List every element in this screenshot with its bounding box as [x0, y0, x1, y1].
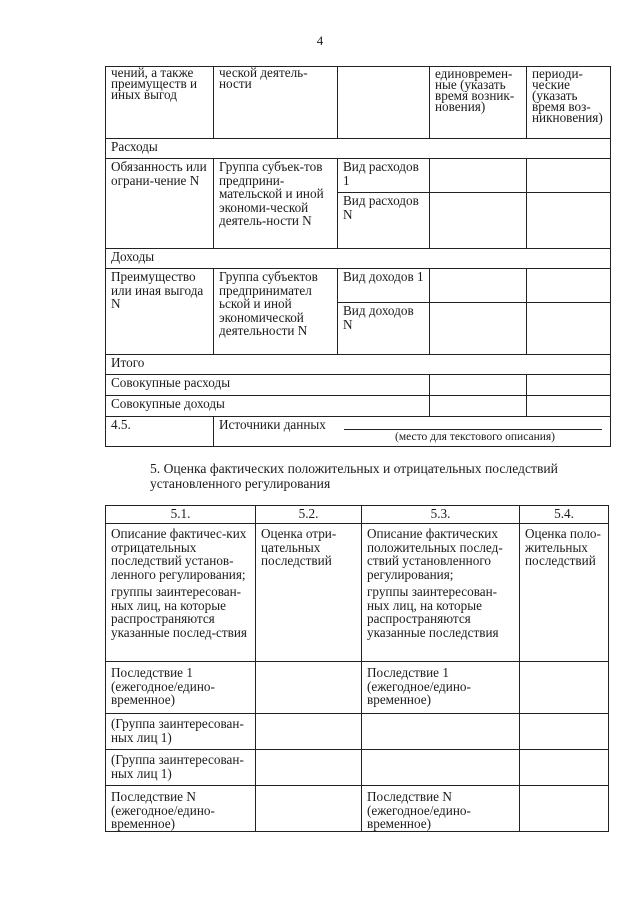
- table-cell: (Группа заинтересован-ных лиц 1): [106, 714, 256, 750]
- table-cell: [527, 396, 611, 417]
- column-header: 5.2.: [256, 506, 362, 524]
- table-cell: [106, 524, 256, 662]
- table-cell: Вид доходов N: [338, 303, 430, 355]
- table-cell: [430, 375, 527, 396]
- table-row: [106, 396, 611, 417]
- table-cell: (Группа заинтересован-ных лиц 1): [106, 750, 256, 786]
- table-row: [106, 506, 609, 524]
- column-header: 5.3.: [362, 506, 520, 524]
- table-cell: [520, 662, 609, 714]
- table-cell: [256, 714, 362, 750]
- table-cell: [430, 159, 527, 193]
- table-cell: [338, 67, 430, 139]
- table-cell: [430, 396, 527, 417]
- table-cell: [362, 714, 520, 750]
- table-cell: Оценка отри-цательных последствий: [256, 524, 362, 662]
- sources-caption: (место для текстового описания): [394, 431, 555, 443]
- table-row: [106, 355, 611, 375]
- table-cell: периоди-ческие (указать время воз-никновения): [527, 67, 611, 139]
- table-cell: Обязанность или ограни-чение N: [106, 159, 214, 249]
- desc-positive: Описание фактических положительных послед-ствий установленного регулирования;: [367, 526, 503, 582]
- table-cell: [256, 786, 362, 832]
- table-cell: единовремен-ные (указать время возник-новения): [430, 67, 527, 139]
- table-row: [106, 159, 611, 193]
- column-header: 5.1.: [106, 506, 256, 524]
- sources-label: Источники данных: [219, 417, 326, 432]
- table-cell: Вид расходов 1: [338, 159, 430, 193]
- table-cell: [256, 662, 362, 714]
- table-cell: [430, 269, 527, 303]
- table-cell: Последствие N (ежегодное/едино-временное): [106, 786, 256, 832]
- table-cell: [527, 303, 611, 355]
- table-cell: Вид расходов N: [338, 193, 430, 249]
- consequences-table: [105, 505, 609, 832]
- column-header: 5.4.: [520, 506, 609, 524]
- table-cell: [430, 193, 527, 249]
- table-cell: Преимущество или иная выгода N: [106, 269, 214, 355]
- table-cell: [256, 750, 362, 786]
- table-row: [106, 714, 609, 750]
- table-row: [106, 67, 611, 139]
- total-expenses-label: Совокупные расходы: [106, 375, 430, 396]
- table-cell: [520, 786, 609, 832]
- table-cell: [527, 375, 611, 396]
- table-row: [106, 269, 611, 303]
- table-cell: [430, 303, 527, 355]
- table-cell: Группа субъектов предпринимател ьской и иной экономической деятельности N: [214, 269, 338, 355]
- desc-positive-groups: группы заинтересован-ных лиц, на которые распространяются указанные последствия: [367, 584, 499, 640]
- table-row: [106, 249, 611, 269]
- table-row: [106, 375, 611, 396]
- table-cell: [362, 524, 520, 662]
- table-row: [106, 524, 609, 662]
- table-cell: Оценка поло-жительных последствий: [520, 524, 609, 662]
- table-cell: [520, 750, 609, 786]
- table-row: [106, 139, 611, 159]
- section-5-title: 5. Оценка фактических положительных и отрицательных последствий установленного регулирования: [150, 461, 558, 491]
- table-row: [106, 750, 609, 786]
- economic-effects-table: [105, 66, 611, 447]
- table-row: [106, 662, 609, 714]
- table-cell: Последствие 1 (ежегодное/едино-временное): [362, 662, 520, 714]
- table-cell: Последствие 1 (ежегодное/едино-временное): [106, 662, 256, 714]
- table-cell: [362, 750, 520, 786]
- table-row: [106, 786, 609, 832]
- page-number: 4: [316, 33, 324, 48]
- table-cell: чений, а также преимуществ и иных выгод: [106, 67, 214, 139]
- desc-negative: Описание фактичес-ких отрицательных последствий установ-ленного регулирования;: [111, 526, 247, 582]
- table-cell: Вид доходов 1: [338, 269, 430, 303]
- table-cell: ческой деятель-ности: [214, 67, 338, 139]
- section-header-expenses: Расходы: [106, 139, 611, 159]
- sources-underline: [344, 429, 602, 430]
- table-row: [106, 417, 611, 447]
- table-cell: [520, 714, 609, 750]
- table-cell: Последствие N (ежегодное/едино-временное): [362, 786, 520, 832]
- total-income-label: Совокупные доходы: [106, 396, 430, 417]
- table-cell: [527, 269, 611, 303]
- sources-cell: [214, 417, 611, 447]
- sources-number: 4.5.: [106, 417, 214, 447]
- desc-negative-groups: группы заинтересован-ных лиц, на которые распространяются указанные послед-ствия: [111, 584, 248, 640]
- table-cell: [527, 159, 611, 193]
- table-cell: Группа субъек-тов предприни-мательской и иной экономи-ческой деятель-ности N: [214, 159, 338, 249]
- section-header-income: Доходы: [106, 249, 611, 269]
- table-cell: [527, 193, 611, 249]
- section-header-total: Итого: [106, 355, 611, 375]
